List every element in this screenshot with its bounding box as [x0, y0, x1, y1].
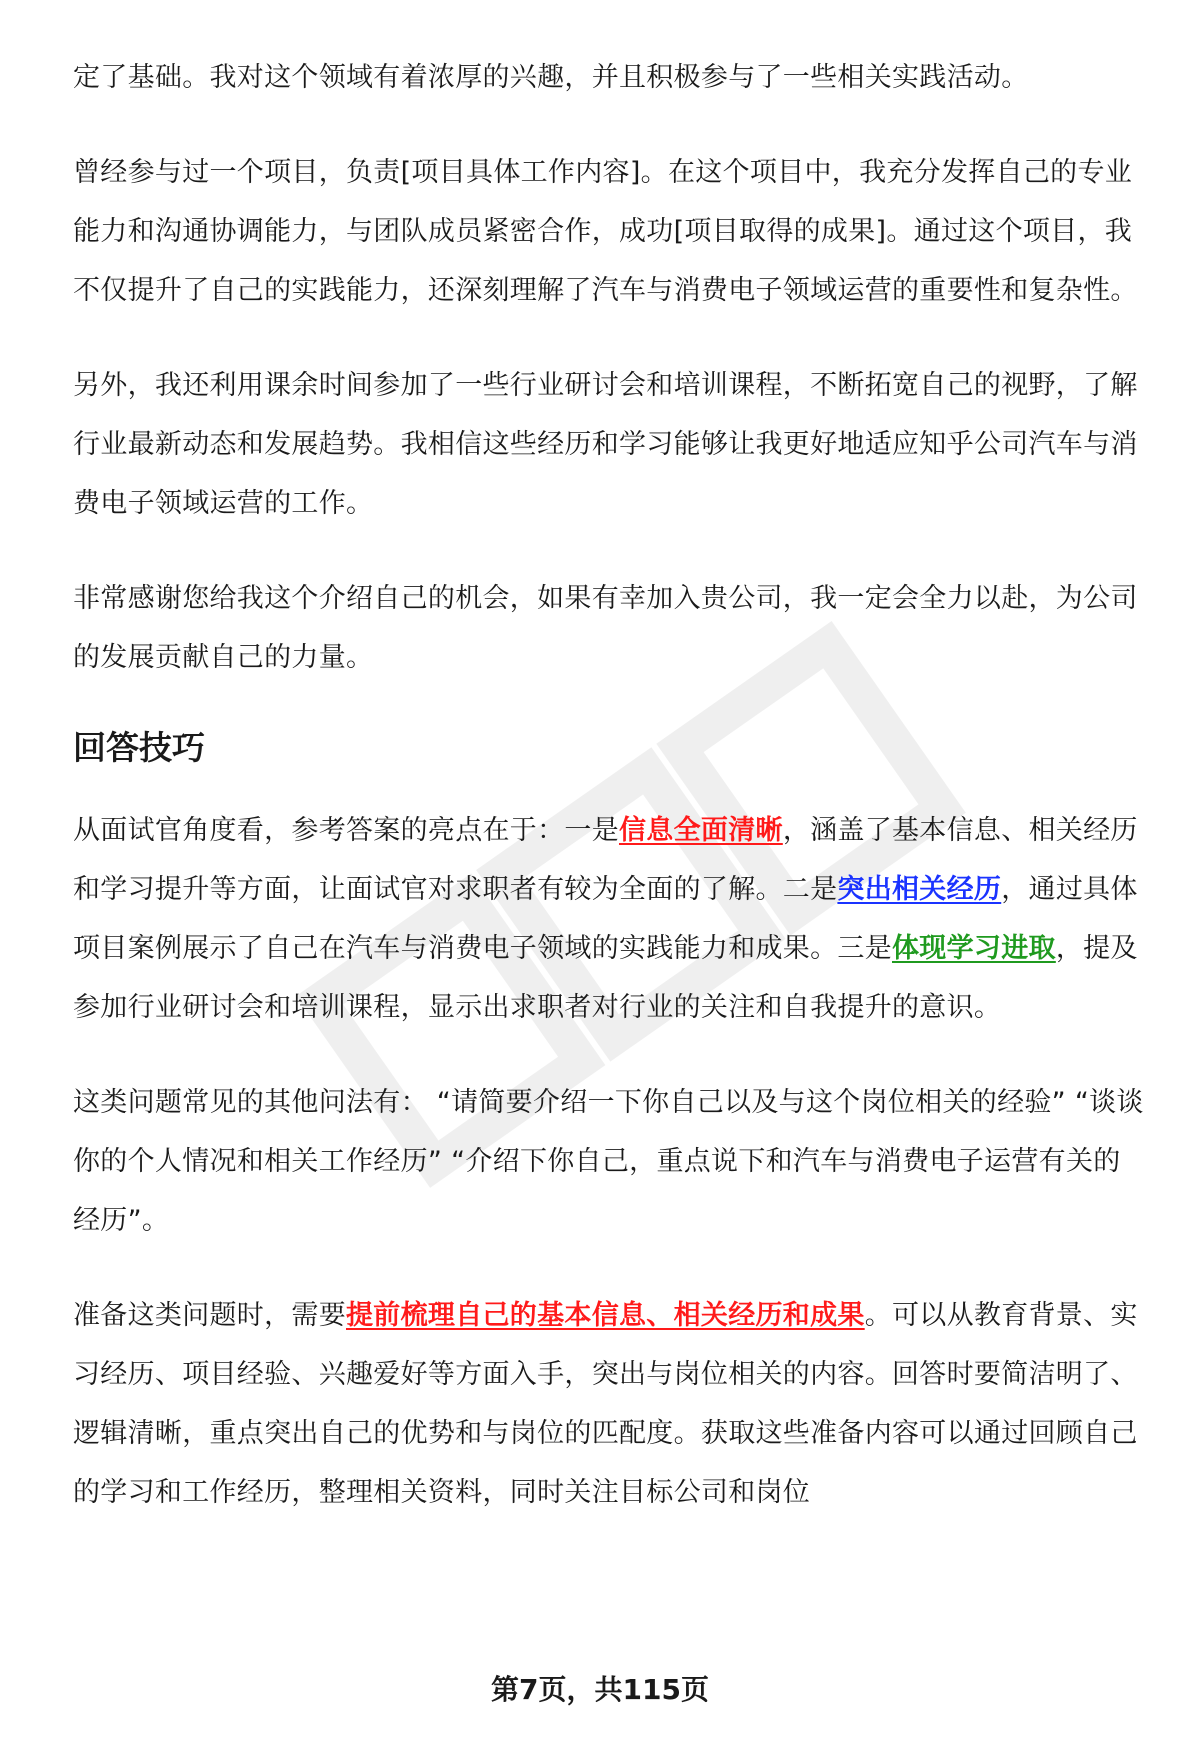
document-page [73, 48, 1145, 1558]
prep-paragraph [73, 1286, 1145, 1522]
highlight-prepare: 提前梳理自己的基本信息、相关经历和成果 [346, 1300, 865, 1331]
tips-paragraph [73, 801, 1145, 1037]
paragraph-1: 定了基础。我对这个领域有着浓厚的兴趣，并且积极参与了一些相关实践活动。 [73, 62, 1029, 93]
page-footer: 第7页，共115页 [491, 1673, 709, 1706]
highlight-info-clear: 信息全面清晰 [619, 815, 783, 846]
paragraph-alt-questions: 这类问题常见的其他问法有： “请简要介绍一下你自己以及与这个岗位相关的经验” “谈谈你的个人情况和相关工作经历” “介绍下你自己，重点说下和汽车与消费电子运营有关的经历”。 [73, 1087, 1144, 1236]
prep-text-1: 准备这类问题时，需要 [73, 1300, 346, 1331]
prep-text-2: 。可以从教育背景、实习经历、项目经验、兴趣爱好等方面入手，突出与岗位相关的内容。回答时要简洁明了、逻辑清晰，重点突出自己的优势和与岗位的匹配度。获取这些准备内容可以通过回顾自己的学习和工作经历，整理相关资料，同时关注目标公司和岗位 [73, 1300, 1138, 1508]
tips-text-1: 从面试官角度看，参考答案的亮点在于：一是 [73, 815, 619, 846]
paragraph-2: 曾经参与过一个项目，负责[项目具体工作内容]。在这个项目中，我充分发挥自己的专业能力和沟通协调能力，与团队成员紧密合作，成功[项目取得的成果]。通过这个项目，我不仅提升了自己的实践能力，还深刻理解了汽车与消费电子领域运营的重要性和复杂性。 [73, 157, 1138, 306]
paragraph-3: 另外，我还利用课余时间参加了一些行业研讨会和培训课程，不断拓宽自己的视野，了解行业最新动态和发展趋势。我相信这些经历和学习能够让我更好地适应知乎公司汽车与消费电子领域运营的工作。 [73, 370, 1138, 519]
tips-text-4: ，提及参加行业研讨会和培训课程，显示出求职者对行业的关注和自我提升的意识。 [73, 933, 1138, 1023]
tips-text-2: ，涵盖了基本信息、相关经历和学习提升等方面，让面试官对求职者有较为全面的了解。二是 [73, 815, 1138, 905]
highlight-relevant-experience: 突出相关经历 [837, 874, 1002, 905]
paragraph-4: 非常感谢您给我这个介绍自己的机会，如果有幸加入贵公司，我一定会全力以赴，为公司的发展贡献自己的力量。 [73, 583, 1138, 673]
tips-text-3: ，通过具体项目案例展示了自己在汽车与消费电子领域的实践能力和成果。三是 [73, 874, 1138, 964]
section-heading: 回答技巧 [73, 728, 205, 767]
highlight-learning: 体现学习进取 [892, 933, 1056, 964]
